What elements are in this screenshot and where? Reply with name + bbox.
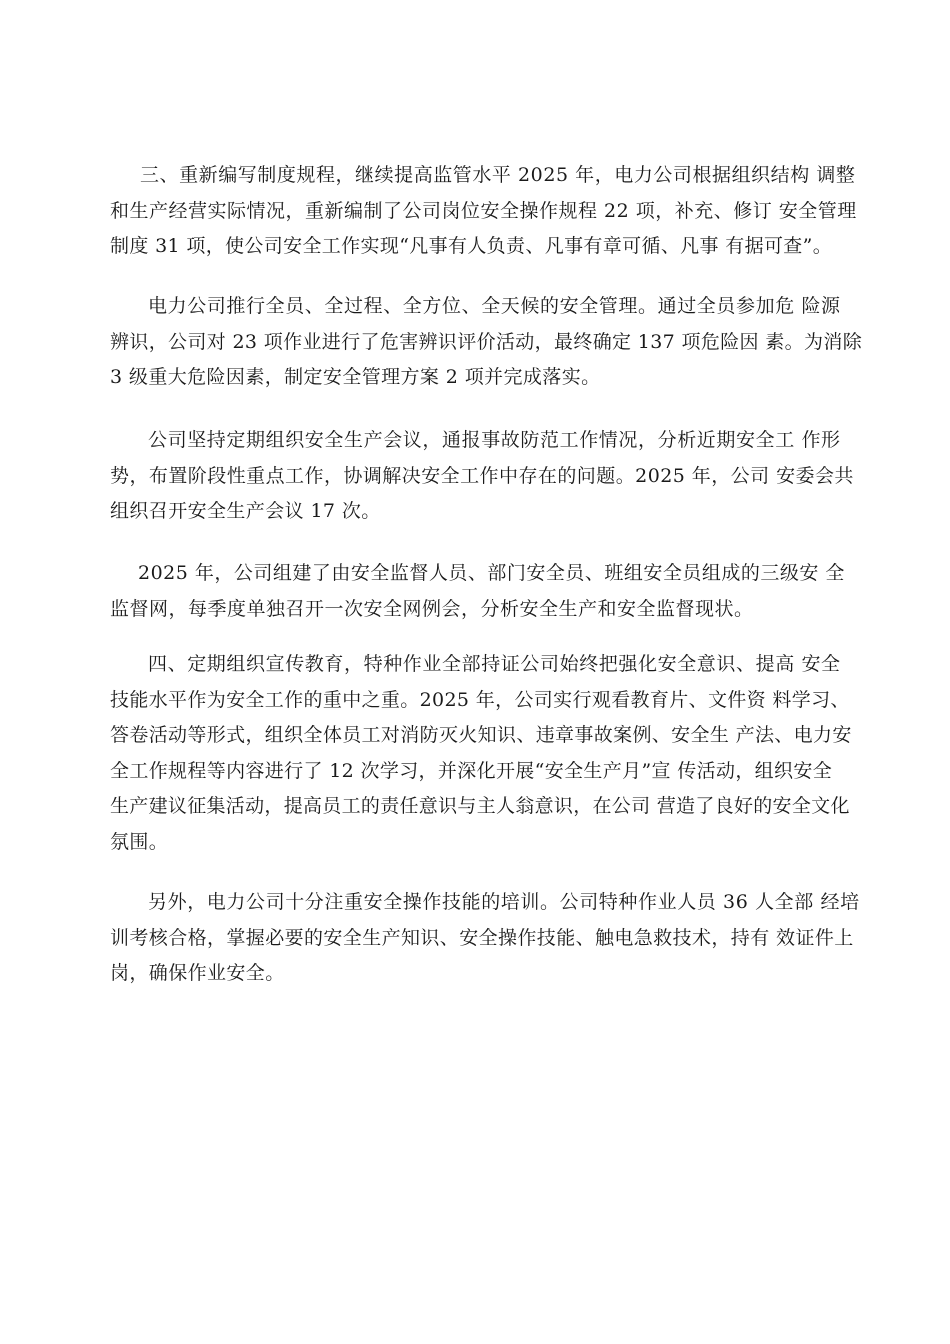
paragraph-line: 公司坚持定期组织安全生产会议，通报事故防范工作情况，分析近期安全工 作形 bbox=[148, 429, 841, 451]
paragraph-line: 三、重新编写制度规程，继续提高监管水平 2025 年，电力公司根据组织结构 调整 bbox=[140, 164, 856, 186]
paragraph-hazard-identification bbox=[110, 289, 862, 396]
paragraph-line: 电力公司推行全员、全过程、全方位、全天候的安全管理。通过全员参加危 险源 bbox=[148, 295, 841, 317]
paragraph-line: 生产建议征集活动，提高员工的责任意识与主人翁意识，在公司 营造了良好的安全文化 bbox=[110, 795, 850, 817]
paragraph-line: 和生产经营实际情况，重新编制了公司岗位安全操作规程 22 项，补充、修订 安全管理 bbox=[110, 199, 857, 222]
paragraph-line: 岗，确保作业安全。 bbox=[110, 962, 285, 984]
paragraph-line: 氛围。 bbox=[110, 830, 169, 853]
paragraph-skills-training bbox=[110, 885, 860, 992]
paragraph-line: 训考核合格，掌握必要的安全生产知识、安全操作技能、触电急救技术，持有 效证件上 bbox=[110, 926, 854, 949]
paragraph-line: 组织召开安全生产会议 17 次。 bbox=[110, 500, 381, 522]
paragraph-line: 四、定期组织宣传教育，特种作业全部持证公司始终把强化安全意识、提高 安全 bbox=[148, 653, 841, 675]
paragraph-education bbox=[110, 647, 852, 860]
paragraph-line: 另外，电力公司十分注重安全操作技能的培训。公司特种作业人员 36 人全部 经培 bbox=[148, 891, 860, 913]
paragraph-line: 辨识，公司对 23 项作业进行了危害辨识评价活动，最终确定 137 项危险因 素。为消除 bbox=[110, 330, 863, 353]
paragraph-line: 制度 31 项，使公司安全工作实现“凡事有人负责、凡事有章可循、凡事 有据可查”。 bbox=[110, 235, 833, 257]
paragraph-safety-meetings bbox=[110, 423, 854, 530]
paragraph-regulations bbox=[110, 158, 857, 265]
paragraph-line: 答卷活动等形式，组织全体员工对消防灭火知识、违章事故案例、安全生 产法、电力安 bbox=[110, 724, 852, 746]
paragraph-line: 技能水平作为安全工作的重中之重。2025 年，公司实行观看教育片、文件资 料学习、 bbox=[110, 688, 850, 711]
paragraph-line: 全工作规程等内容进行了 12 次学习，并深化开展“安全生产月”宣 传活动，组织安全 bbox=[110, 759, 833, 782]
paragraph-line: 监督网，每季度单独召开一次安全网例会，分析安全生产和安全监督现状。 bbox=[110, 597, 754, 620]
paragraph-line: 2025 年，公司组建了由安全监督人员、部门安全员、班组安全员组成的三级安 全 bbox=[138, 562, 845, 584]
paragraph-line: 3 级重大危险因素，制定安全管理方案 2 项并完成落实。 bbox=[110, 366, 601, 388]
paragraph-supervision-network bbox=[110, 556, 845, 627]
paragraph-line: 势，布置阶段性重点工作，协调解决安全工作中存在的问题。2025 年，公司 安委会共 bbox=[110, 464, 854, 487]
